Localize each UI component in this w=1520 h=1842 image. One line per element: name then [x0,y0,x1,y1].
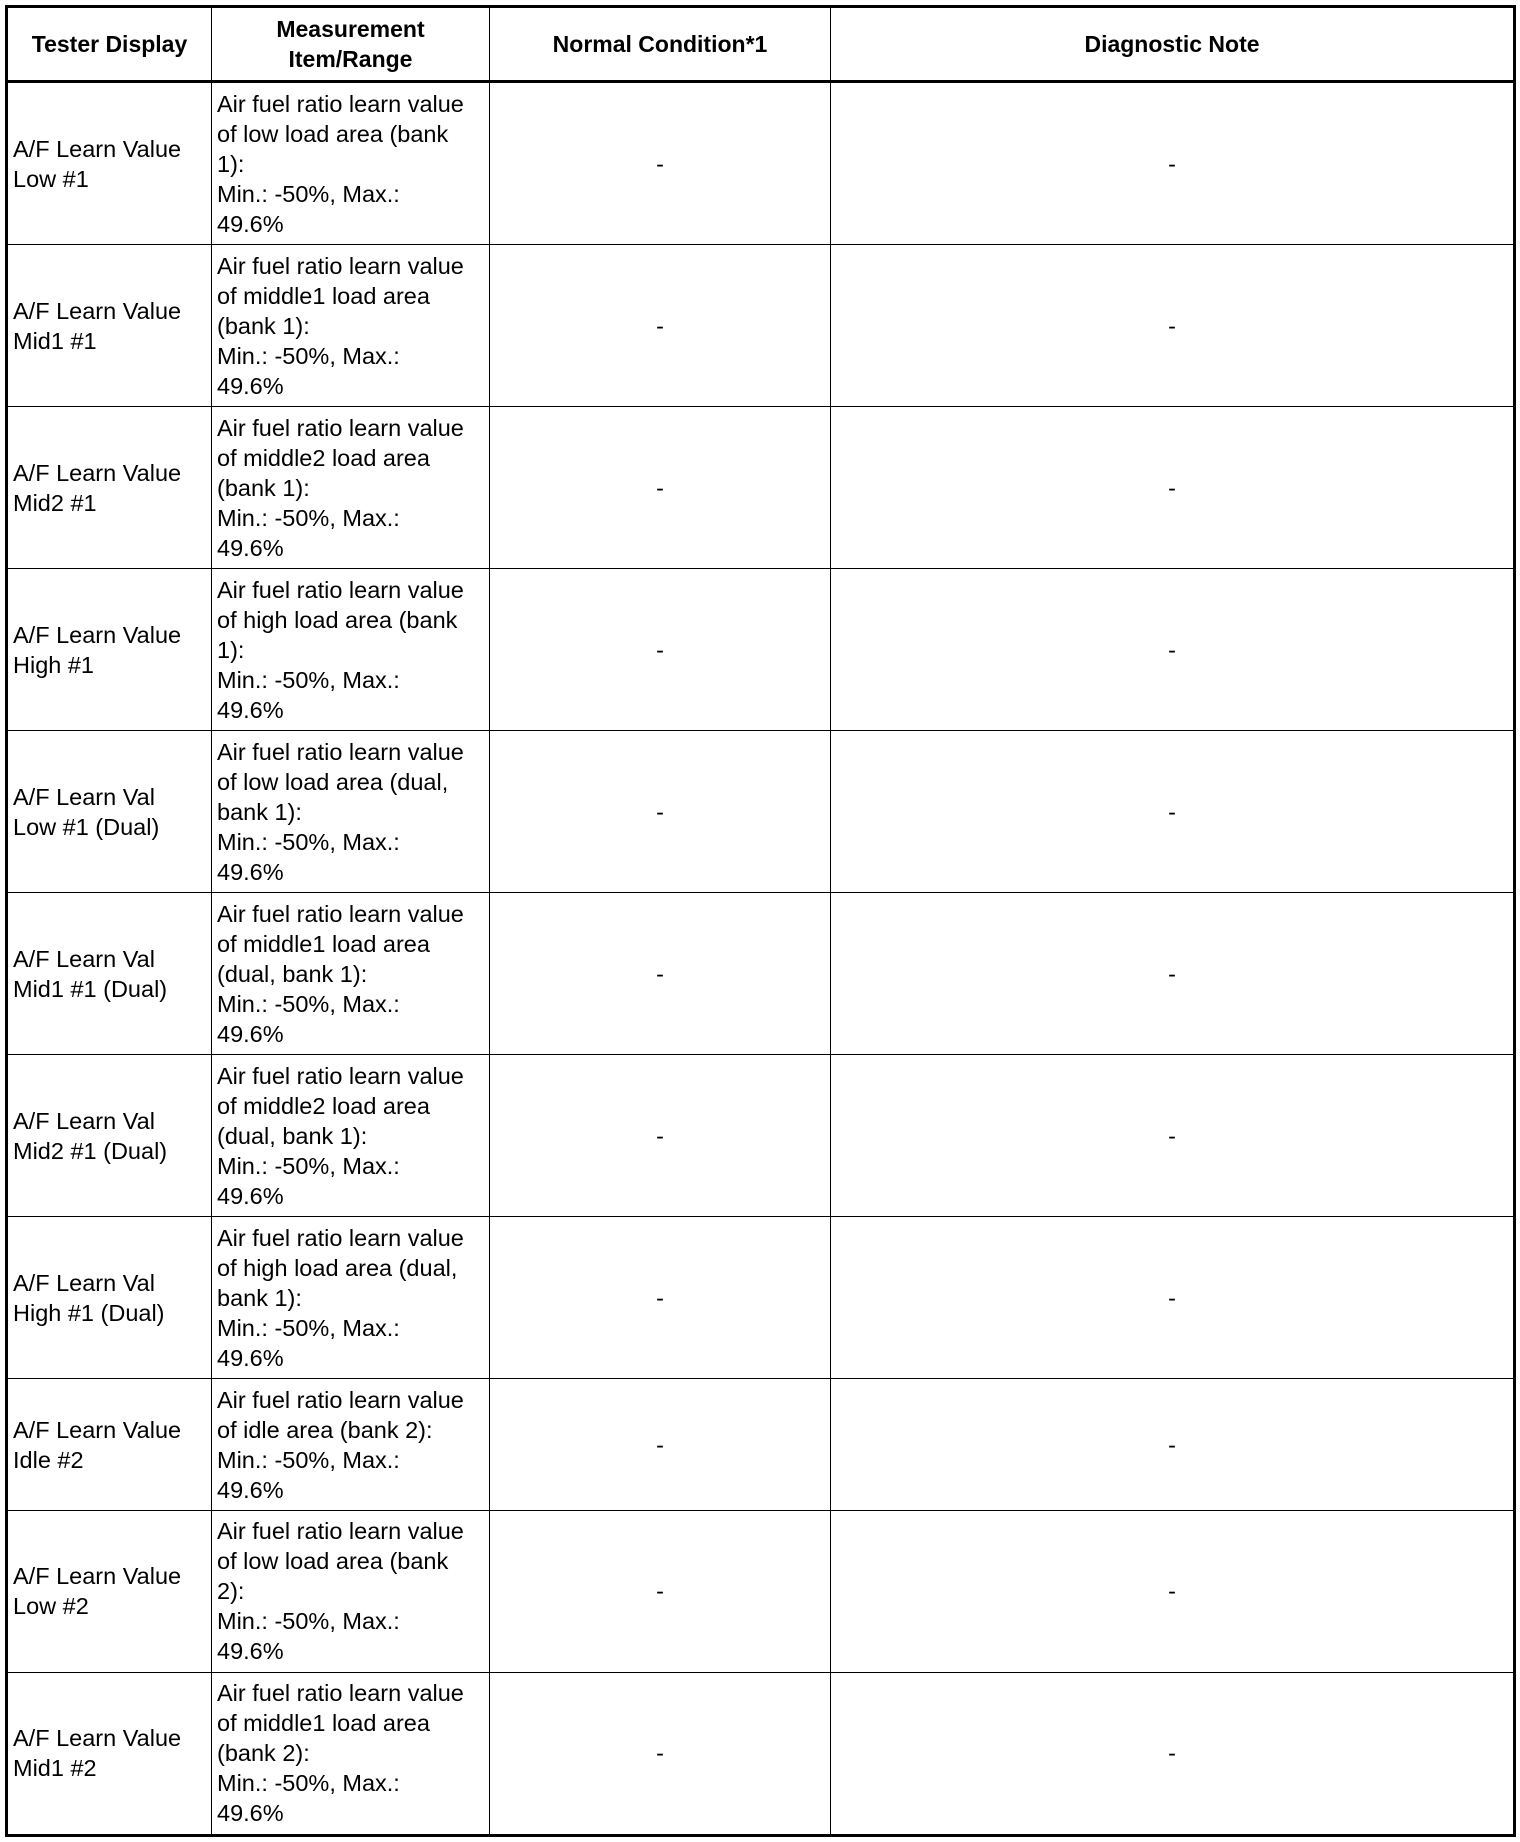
measurement-line: Air fuel ratio learn value [217,1518,464,1545]
normal-condition-value: - [656,1740,664,1767]
normal-condition-value: - [656,960,664,987]
measurement-line: Min.: -50%, Max.: [217,1770,400,1797]
measurement-line: 2): [217,1578,245,1605]
header-diagnostic-note: Diagnostic Note [831,7,1515,82]
measurement-cell [212,1217,490,1379]
header-normal-condition: Normal Condition*1 [490,7,831,82]
tester-display-line: Mid1 #1 (Dual) [13,975,168,1002]
tester-display-line: A/F Learn Value [13,1416,182,1443]
tester-display-cell [7,1672,212,1835]
measurement-line: 49.6% [217,1020,284,1047]
measurement-line: 49.6% [217,858,284,885]
measurement-line: 1): [217,150,245,177]
normal-condition-cell [490,1055,831,1217]
normal-condition-value: - [656,1284,664,1311]
tester-display-line: Mid1 #2 [13,1755,97,1782]
tester-display-line: High #1 [13,651,94,678]
diagnostic-note-value: - [1168,1122,1176,1149]
tester-display-line: A/F Learn Value [13,135,182,162]
measurement-line: Air fuel ratio learn value [217,1062,464,1089]
measurement-line: of low load area (bank [217,1548,449,1575]
measurement-line: bank 1): [217,798,302,825]
measurement-cell [212,569,490,731]
normal-condition-cell [490,82,831,245]
measurement-line: (bank 1): [217,474,310,501]
normal-condition-cell [490,1379,831,1511]
tester-display-line: A/F Learn Value [13,297,182,324]
table-row [7,82,1515,245]
diagnostic-note-value: - [1168,474,1176,501]
diagnostic-note-value: - [1168,150,1176,177]
measurement-line: Min.: -50%, Max.: [217,504,400,531]
measurement-line: (dual, bank 1): [217,1122,368,1149]
tester-display-line: Low #2 [13,1593,89,1620]
measurement-cell [212,245,490,407]
measurement-line: Air fuel ratio learn value [217,1224,464,1251]
measurement-line: 49.6% [217,372,284,399]
measurement-line: of high load area (bank [217,606,458,633]
measurement-line: bank 1): [217,1284,302,1311]
table-row [7,893,1515,1055]
measurement-cell [212,731,490,893]
normal-condition-value: - [656,1431,664,1458]
header-measurement-line2: Item/Range [288,46,413,72]
table-row [7,1217,1515,1379]
measurement-line: Air fuel ratio learn value [217,1680,464,1707]
measurement-line: Min.: -50%, Max.: [217,1446,400,1473]
table-row [7,731,1515,893]
normal-condition-value: - [656,1578,664,1605]
header-measurement-line1: Measurement [276,16,425,42]
table-row [7,1672,1515,1835]
normal-condition-cell [490,1672,831,1835]
measurement-cell [212,1510,490,1672]
measurement-line: (dual, bank 1): [217,960,368,987]
tester-display-line: A/F Learn Value [13,459,182,486]
measurement-line: Min.: -50%, Max.: [217,180,400,207]
data-list-sheet [5,5,1513,1837]
measurement-cell [212,1379,490,1511]
measurement-line: 49.6% [217,534,284,561]
diagnostic-note-cell [831,1217,1515,1379]
tester-display-cell [7,407,212,569]
tester-display-line: Mid2 #1 [13,489,97,516]
measurement-line: (bank 2): [217,1740,310,1767]
measurement-line: of low load area (dual, [217,768,449,795]
diagnostic-note-cell [831,1510,1515,1672]
measurement-line: (bank 1): [217,312,310,339]
diagnostic-note-cell [831,245,1515,407]
tester-display-cell [7,1379,212,1511]
measurement-line: 49.6% [217,1476,284,1503]
tester-display-cell [7,1055,212,1217]
diagnostic-note-cell [831,82,1515,245]
normal-condition-value: - [656,798,664,825]
normal-condition-value: - [656,474,664,501]
measurement-line: Air fuel ratio learn value [217,252,464,279]
tester-display-line: A/F Learn Val [13,783,155,810]
diagnostic-note-value: - [1168,1578,1176,1605]
measurement-line: Min.: -50%, Max.: [217,1152,400,1179]
tester-display-cell [7,569,212,731]
tester-display-line: Low #1 (Dual) [13,813,160,840]
diagnostic-note-value: - [1168,1284,1176,1311]
measurement-cell [212,1672,490,1835]
measurement-cell [212,82,490,245]
measurement-line: of middle1 load area [217,282,430,309]
tester-display-line: A/F Learn Value [13,1725,182,1752]
diagnostic-note-cell [831,1379,1515,1511]
normal-condition-cell [490,893,831,1055]
tester-display-cell [7,1217,212,1379]
tester-display-line: A/F Learn Val [13,1107,155,1134]
tester-display-line: A/F Learn Val [13,945,155,972]
diagnostic-note-cell [831,407,1515,569]
measurement-line: 49.6% [217,696,284,723]
measurement-line: Min.: -50%, Max.: [217,1608,400,1635]
data-list-table [5,5,1516,1837]
measurement-line: 49.6% [217,1344,284,1371]
normal-condition-cell [490,569,831,731]
diagnostic-note-value: - [1168,636,1176,663]
normal-condition-cell [490,245,831,407]
measurement-line: 49.6% [217,210,284,237]
table-row [7,1510,1515,1672]
diagnostic-note-cell [831,893,1515,1055]
measurement-line: 49.6% [217,1800,284,1827]
measurement-line: of high load area (dual, [217,1254,458,1281]
tester-display-line: Idle #2 [13,1446,84,1473]
measurement-line: of middle1 load area [217,1710,430,1737]
measurement-line: Min.: -50%, Max.: [217,666,400,693]
normal-condition-cell [490,407,831,569]
tester-display-line: Mid1 #1 [13,327,97,354]
measurement-cell [212,407,490,569]
measurement-line: of middle2 load area [217,1092,430,1119]
tester-display-line: High #1 (Dual) [13,1299,165,1326]
diagnostic-note-value: - [1168,312,1176,339]
measurement-line: Min.: -50%, Max.: [217,342,400,369]
measurement-line: Min.: -50%, Max.: [217,1314,400,1341]
diagnostic-note-value: - [1168,960,1176,987]
measurement-line: Air fuel ratio learn value [217,90,464,117]
diagnostic-note-value: - [1168,1740,1176,1767]
tester-display-line: Low #1 [13,165,89,192]
measurement-line: Air fuel ratio learn value [217,1386,464,1413]
table-header-row [7,7,1515,82]
measurement-line: 1): [217,636,245,663]
table-row [7,407,1515,569]
measurement-line: Air fuel ratio learn value [217,414,464,441]
tester-display-line: A/F Learn Value [13,621,182,648]
normal-condition-value: - [656,636,664,663]
measurement-line: of low load area (bank [217,120,449,147]
diagnostic-note-cell [831,1672,1515,1835]
measurement-line: of middle1 load area [217,930,430,957]
tester-display-cell [7,245,212,407]
table-row [7,569,1515,731]
tester-display-line: Mid2 #1 (Dual) [13,1137,168,1164]
table-row [7,245,1515,407]
header-measurement-item-range [212,7,490,82]
measurement-line: of idle area (bank 2): [217,1416,433,1443]
measurement-line: Min.: -50%, Max.: [217,828,400,855]
measurement-line: 49.6% [217,1638,284,1665]
tester-display-line: A/F Learn Value [13,1563,182,1590]
measurement-line: 49.6% [217,1182,284,1209]
measurement-cell [212,893,490,1055]
measurement-line: of middle2 load area [217,444,430,471]
tester-display-cell [7,731,212,893]
table-row [7,1379,1515,1511]
tester-display-cell [7,82,212,245]
normal-condition-cell [490,1510,831,1672]
tester-display-line: A/F Learn Val [13,1269,155,1296]
measurement-line: Min.: -50%, Max.: [217,990,400,1017]
table-row [7,1055,1515,1217]
tester-display-cell [7,1510,212,1672]
diagnostic-note-cell [831,1055,1515,1217]
normal-condition-value: - [656,150,664,177]
header-tester-display: Tester Display [7,7,212,82]
diagnostic-note-value: - [1168,1431,1176,1458]
normal-condition-cell [490,1217,831,1379]
measurement-cell [212,1055,490,1217]
diagnostic-note-cell [831,731,1515,893]
diagnostic-note-value: - [1168,798,1176,825]
diagnostic-note-cell [831,569,1515,731]
normal-condition-value: - [656,312,664,339]
measurement-line: Air fuel ratio learn value [217,576,464,603]
tester-display-cell [7,893,212,1055]
measurement-line: Air fuel ratio learn value [217,900,464,927]
normal-condition-value: - [656,1122,664,1149]
measurement-line: Air fuel ratio learn value [217,738,464,765]
normal-condition-cell [490,731,831,893]
